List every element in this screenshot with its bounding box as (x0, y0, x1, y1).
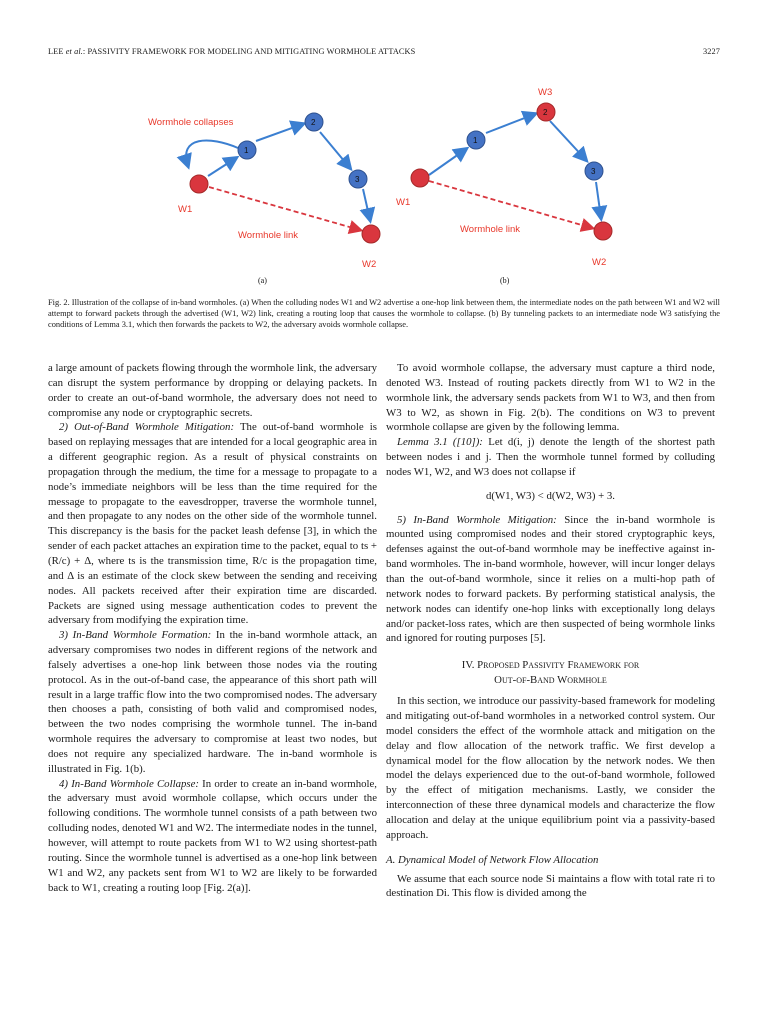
figure-caption: Fig. 2. Illustration of the collapse of in-band wormholes. (a) When the colluding nodes W1 and W2 advertise a one-hop link between them, the intermediate nodes on the path between W1 and W2 will attempt to forward packets through the advertised (W1, W2) link, creating a routing loop that causes the wormhole to collapse. (b) By tunneling packets to an intermediate node W3 satisfying the conditions of Lemma 3.1, which then forwards the packets to W2, the adversary avoids wormhole collapse. (48, 298, 720, 329)
edge-3-w2 (363, 189, 370, 220)
node-3-label: 3 (355, 175, 360, 184)
section-heading: IV. Proposed Passivity Framework for Out-of-Band Wormhole (461, 659, 640, 687)
wormhole-link-a (209, 187, 360, 230)
edge-1-w3 (486, 114, 535, 133)
subsection-heading: 2) Out-of-Band Wormhole Mitigation: (59, 421, 235, 434)
panel-b (396, 87, 612, 285)
subsection-heading: 5) In-Band Wormhole Mitigation: (397, 513, 557, 526)
panel-b-label: (b) (500, 276, 510, 285)
running-header (48, 47, 720, 61)
node-w1-a (190, 175, 208, 193)
w2-label: W2 (362, 259, 377, 270)
edge-1-2 (256, 124, 303, 141)
paragraph: We assume that each source node Si maintains a flow with total rate ri to destination Di. This flow is divided among the (386, 872, 715, 900)
subsection-heading: 3) In-Band Wormhole Formation: (59, 629, 212, 642)
node-w2-a (362, 225, 380, 243)
right-column (386, 361, 715, 901)
paragraph: 5) In-Band Wormhole Mitigation: Since the in-band wormhole is mounted using compromised nodes and their stored cryptographic keys, defenses against the out-of-band wormhole may be ineffective against in-band wormholes. The in-band wormhole, however, will incur longer delays than the out-of-band wormhole, since it relies on a multi-hop path of network nodes to forward packets. By performing statistical analysis, the network nodes can identify one-hop links with exceptionally long delays and/or packet-loss rates, which are then suspected of being wormhole links and ignored for routing purposes [5]. (386, 513, 715, 645)
edge-w1-1-b (429, 149, 466, 175)
node-1-b-label: 1 (473, 136, 478, 145)
edge-3-w2-b (596, 182, 601, 218)
w1-label: W1 (178, 204, 193, 215)
w3-label: W3 (538, 87, 553, 98)
paragraph: To avoid wormhole collapse, the adversary must capture a third node, denoted W3. Instead of routing packets directly from W1 to W2 in the wormhole link, the adversary sends packets from W1 to W3, and then from W3 to W2, as shown in Fig. 2(b). The conditions on W3 to prevent wormhole collapse are given by the following lemma. (386, 362, 715, 434)
edge-2-3 (320, 132, 350, 168)
node-w2-b (594, 222, 612, 240)
panel-a-label: (a) (258, 276, 267, 285)
subsection-title: A. Dynamical Model of Network Flow Allocation (386, 853, 599, 866)
node-2-b-label: 2 (543, 108, 548, 117)
paragraph: In this section, we introduce our passivity-based framework for modeling and mitigating out-of-band wormholes in a networked control system. Our model considers the effect of the wormhole attack and mitigation on the delay and flow allocation of the network traffic. We first develop a dynamical model for the flow allocation by the network nodes. We then model the delays experienced due to the out-of-band wormhole, followed by the effect of mitigation mechanisms. Lastly, we consider the interconnection of these three dynamical models and characterize the flow allocation and delay at the unique equilibrium point via a passivity-based approach. (386, 695, 715, 841)
paragraph: 4) In-Band Wormhole Collapse: In order to create an in-band wormhole, the adversary must avoid wormhole collapse, which occurs under the following conditions. The wormhole tunnel consists of a path between two colluding nodes, denoted W1 and W2. The intermediate nodes in the tunnel, however, will attempt to route packets from W1 to W2 using shortest-path routing. Since the wormhole tunnel is advertised as a one-hop link between W1 and W2, any packets sent from W1 to W2 are likely to be forwarded back to W1, creating a routing loop [Fig. 2(a)]. (48, 777, 377, 894)
subsection-heading: 4) In-Band Wormhole Collapse: (59, 777, 199, 790)
wormhole-link-label-a: Wormhole link (238, 230, 299, 241)
edge-w1-1 (208, 158, 236, 176)
equation: d(W1, W3) < d(W2, W3) + 3. (485, 489, 615, 502)
node-3-b-label: 3 (591, 167, 596, 176)
paragraph: a large amount of packets flowing through the wormhole link, the adversary can disrupt the system performance by dropping or delaying packets. In order to create an out-of-band wormhole, the adversary does not need to compromise any node or cryptographic secrets. (48, 362, 377, 419)
wormhole-link-b (429, 181, 592, 228)
figure-2 (120, 78, 640, 293)
edge-w3-3 (550, 121, 586, 160)
page-number: 3227 (703, 47, 720, 56)
wormhole-collapse-diagram (120, 78, 640, 293)
lemma-heading: Lemma 3.1 ([10]): (397, 436, 483, 449)
panel-a (148, 113, 380, 285)
w1-b-label: W1 (396, 197, 411, 208)
node-1-label: 1 (244, 146, 249, 155)
node-2-label: 2 (311, 118, 316, 127)
wormhole-collapses-label: Wormhole collapses (148, 117, 234, 128)
lemma: Lemma 3.1 ([10]): Let d(i, j) denote the length of the shortest path between nodes i and j. Then the wormhole tunnel formed by colluding nodes W1, W2, and W3 does not collapse if (386, 436, 716, 478)
w2-b-label: W2 (592, 257, 607, 268)
paragraph: 3) In-Band Wormhole Formation: In the in-band wormhole attack, an adversary compromises two nodes in different regions of the network and falsely advertises a one-hop link between those nodes via the routing protocol. As in the out-of-band case, the appearance of this short path will result in a large traffic flow into the two compromised nodes. The adversary then chooses a path, consisting of both valid and compromised nodes, between the two nodes comprising the wormhole tunnel. The in-band wormhole requires the adversary to compromise at least two nodes, but does not require any specialized hardware. The in-band wormhole is illustrated in Fig. 1(b). (48, 629, 377, 775)
wormhole-link-label-b: Wormhole link (460, 224, 521, 235)
node-w1-b (411, 169, 429, 187)
left-column (48, 361, 377, 895)
header-title: LEE et al.: PASSIVITY FRAMEWORK FOR MODELING AND MITIGATING WORMHOLE ATTACKS (48, 47, 416, 56)
paragraph: 2) Out-of-Band Wormhole Mitigation: The out-of-band wormhole is based on replaying messages that are intended for a local geographic area in a different geographic region. As a result of physical constraints on propagation through the medium, the time for a message to propagate to a node’s immediate neighbors will be less than the time required for the message to propagate to the eavesdropper, traverse the wormhole tunnel, and then propagate to any nodes on the other side of the wormhole tunnel. This discrepancy is the basis for the packet leash defense [3], in which the sender of each packet attaches an expiration time to the packet, equal to ts + (R/c) + Δ, where ts is the transmission time, R/c is the propagation time, and Δ is an estimate of the clock skew between the sending and receiving nodes. All packets received after their expiration time are discarded. Packets are signed using message authentication codes to prevent the adversary from modifying the expiration time. (48, 421, 377, 627)
